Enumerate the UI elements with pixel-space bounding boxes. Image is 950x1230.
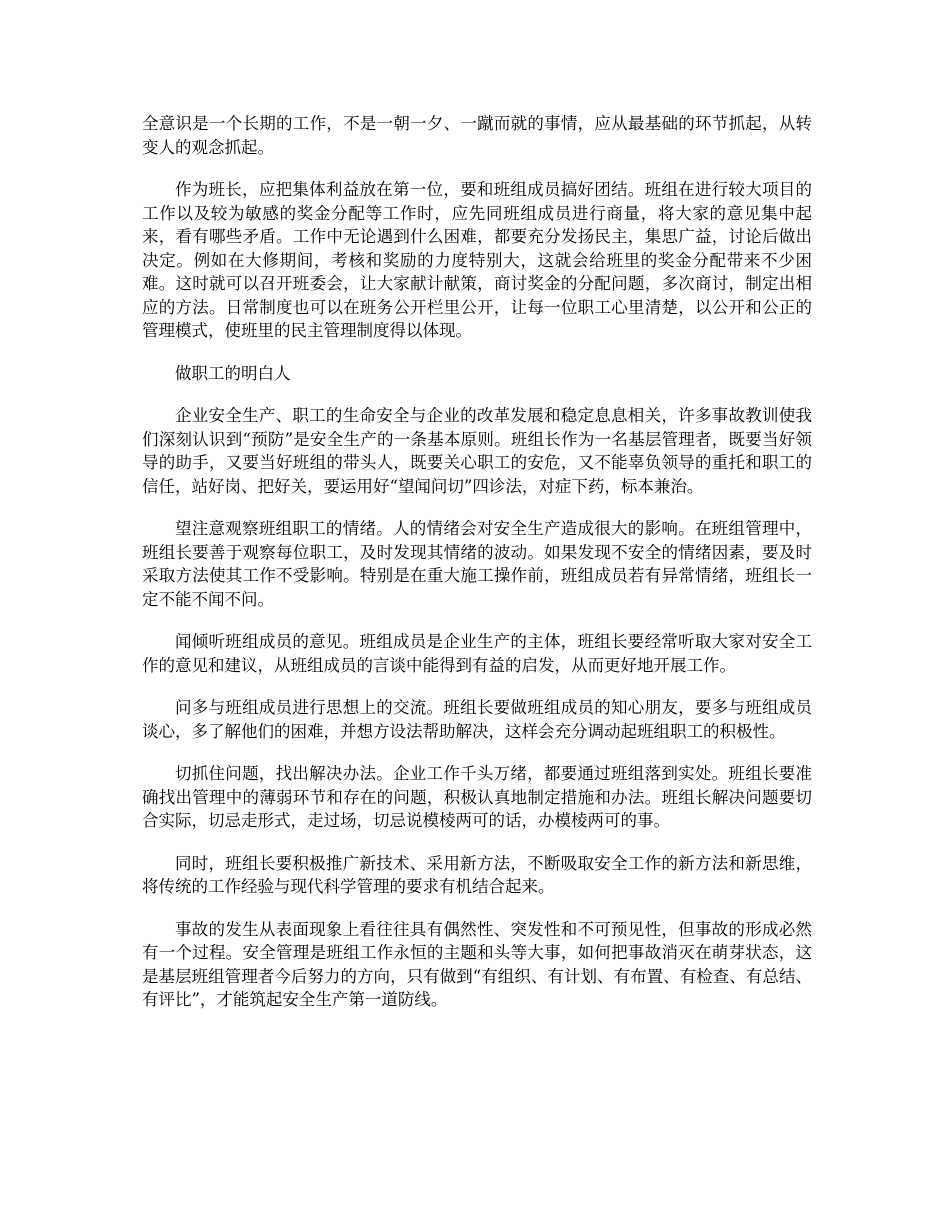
paragraph-prevention: 企业安全生产、职工的生命安全与企业的改革发展和稳定息息相关，许多事故教训使我们深刻认识到“预防”是安全生产的一条基本原则。班组长作为一名基层管理者，既要当好领导的助手，又要当好班组的带头人，既要关心职工的安危，又不能辜负领导的重托和职工的信任，站好岗、把好关，要运用好“望闻问切”四诊法，对症下药，标本兼治。	[142, 406, 812, 496]
section-heading: 做职工的明白人	[175, 363, 291, 383]
paragraph-observe: 望注意观察班组职工的情绪。人的情绪会对安全生产造成很大的影响。在班组管理中，班组长要善于观察每位职工，及时发现其情绪的波动。如果发现不安全的情绪因素，要及时采取方法使其工作不受影响。特别是在重大施工操作前，班组成员若有异常情绪，班组长一定不能不闻不问。	[142, 519, 812, 609]
paragraph-ask: 问多与班组成员进行思想上的交流。班组长要做班组成员的知心朋友，要多与班组成员谈心，多了解他们的困难，并想方设法帮助解决，这样会充分调动起班组职工的积极性。	[142, 698, 812, 741]
paragraph-conclusion: 事故的发生从表面现象上看往往具有偶然性、突发性和不可预见性，但事故的形成必然有一个过程。安全管理是班组工作永恒的主题和头等大事，如何把事故消灭在萌芽状态，这是基层班组管理者今后努力的方向，只有做到“有组织、有计划、有布置、有检查、有总结、有评比”，才能筑起安全生产第一道防线。	[142, 919, 812, 1009]
paragraph-solve: 切抓住问题，找出解决办法。企业工作千头万绪，都要通过班组落到实处。班组长要准确找出管理中的薄弱环节和存在的问题，积极认真地制定措施和办法。班组长解决问题要切合实际，切忌走形式，走过场，切忌说模棱两可的话，办模棱两可的事。	[142, 764, 812, 830]
paragraph-new-methods: 同时，班组长要积极推广新技术、采用新方法，不断吸取安全工作的新方法和新思维，将传统的工作经验与现代科学管理的要求有机结合起来。	[142, 853, 812, 896]
paragraph-continuation: 全意识是一个长期的工作，不是一朝一夕、一蹴而就的事情，应从最基础的环节抓起，从转变人的观念抓起。	[142, 114, 812, 157]
paragraph-listen: 闻倾听班组成员的意见。班组成员是企业生产的主体，班组长要经常听取大家对安全工作的意见和建议，从班组成员的言谈中能得到有益的启发，从而更好地开展工作。	[142, 632, 812, 675]
paragraph-team-unity: 作为班长，应把集体利益放在第一位，要和班组成员搞好团结。班组在进行较大项目的工作以及较为敏感的奖金分配等工作时，应先同班组成员进行商量，将大家的意见集中起来，看有哪些矛盾。工作中无论遇到什么困难，都要充分发扬民主，集思广益，讨论后做出决定。例如在大修期间，考核和奖励的力度特别大，这就会给班里的奖金分配带来不少困难。这时就可以召开班委会，让大家献计献策，商讨奖金的分配问题，多次商讨，制定出相应的方法。日常制度也可以在班务公开栏里公开，让每一位职工心里清楚，以公开和公正的管理模式，使班里的民主管理制度得以体现。	[142, 180, 812, 340]
document-page	[142, 112, 812, 1012]
